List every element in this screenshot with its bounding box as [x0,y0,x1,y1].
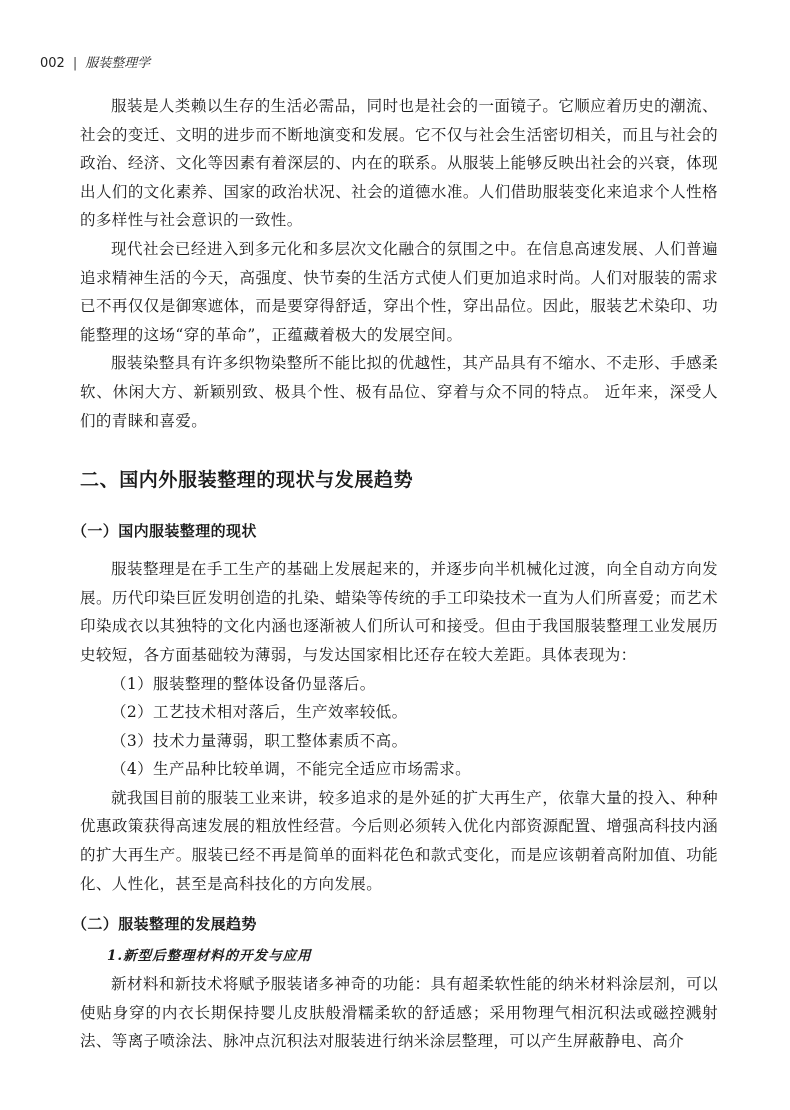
topic-heading-1: 1.新型后整理材料的开发与应用 [107,948,312,965]
list-item: （2）工艺技术相对落后，生产效率较低。 [111,703,408,722]
page-number: 002 [40,56,65,71]
trend-paragraph-1: 新材料和新技术将赋予服装诸多神奇的功能：具有超柔软性能的纳米材料涂层剂，可以使贴身穿的内衣长期保持婴儿皮肤般滑糯柔软的舒适感；采用物理气相沉积法或磁控溅射法、等离子喷涂法、脉冲点沉积法对服装进行纳米涂层整理，可以产生屏蔽静电、高介 [80,975,718,1051]
section-heading: 二、国内外服装整理的现状与发展趋势 [80,469,414,492]
intro-paragraph-2: 现代社会已经进入到多元化和多层次文化融合的氛围之中。在信息高速发展、人们普遍追求精神生活的今天，高强度、快节奏的生活方式使人们更加追求时尚。人们对服装的需求已不再仅仅是御寒遮体，而是要穿得舒适，穿出个性，穿出品位。因此，服装艺术染印、功能整理的这场“穿的革命”，正蕴藏着极大的发展空间。 [80,239,718,344]
list-item: （3）技术力量薄弱，职工整体素质不高。 [111,731,408,750]
book-title: 服装整理学 [85,56,151,71]
subsection-heading-2: （二）服装整理的发展趋势 [72,915,257,934]
list-item: （1）服装整理的整体设备仍显落后。 [111,674,376,693]
header-separator: | [72,56,78,71]
intro-paragraph-3: 服装染整具有许多织物染整所不能比拟的优越性，其产品具有不缩水、不走形、手感柔软、休闲大方、新颖别致、极具个性、极有品位、穿着与众不同的特点。 近年来，深受人们的青睐和喜爱。 [80,354,718,430]
status-paragraph-2: 就我国目前的服装工业来讲，较多追求的是外延的扩大再生产，依靠大量的投入、种种优惠政策获得高速发展的粗放性经营。今后则必须转入优化内部资源配置、增强高科技内涵的扩大再生产。服装已经不再是简单的面料花色和款式变化，而是应该朝着高附加值、功能化、人性化，甚至是高科技化的方向发展。 [80,788,718,893]
running-header [40,52,150,71]
status-paragraph-1: 服装整理是在手工生产的基础上发展起来的，并逐步向半机械化过渡，向全自动方向发展。历代印染巨匠发明创造的扎染、蜡染等传统的手工印染技术一直为人们所喜爱；而艺术印染成衣以其独特的文化内涵也逐渐被人们所认可和接受。但由于我国服装整理工业发展历史较短，各方面基础较为薄弱，与发达国家相比还存在较大差距。具体表现为： [80,560,718,664]
page-body [72,92,718,1056]
list-item: （4）生产品种比较单调，不能完全适应市场需求。 [111,760,472,779]
subsection-heading-1: （一）国内服装整理的现状 [72,522,257,541]
intro-paragraph-1: 服装是人类赖以生存的生活必需品，同时也是社会的一面镜子。它顺应着历史的潮流、社会的变迁、文明的进步而不断地演变和发展。它不仅与社会生活密切相关，而且与社会的政治、经济、文化等因素有着深层的、内在的联系。从服装上能够反映出社会的兴衰，体现出人们的文化素养、国家的政治状况、社会的道德水准。人们借助服装变化来追求个人性格的多样性与社会意识的一致性。 [80,97,718,230]
